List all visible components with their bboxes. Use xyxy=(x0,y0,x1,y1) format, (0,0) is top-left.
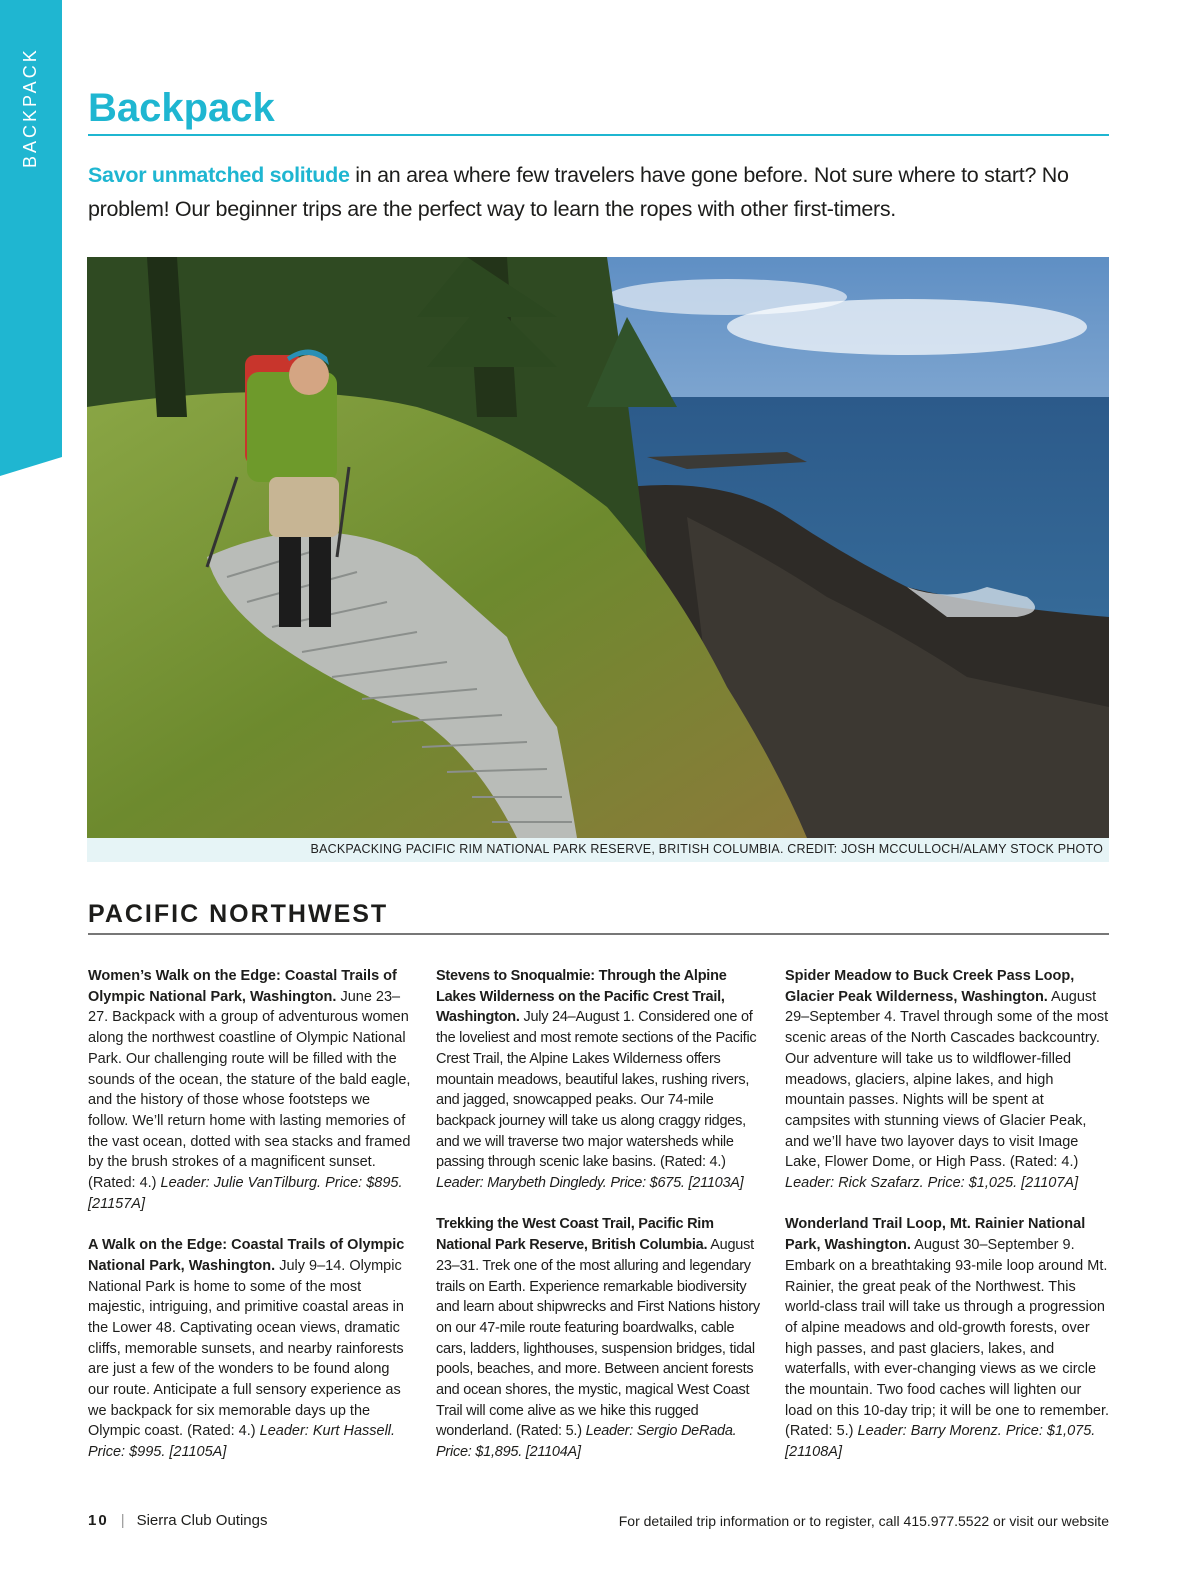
publication-name: Sierra Club Outings xyxy=(136,1512,268,1529)
section-title: PACIFIC NORTHWEST xyxy=(88,900,389,928)
intro-paragraph xyxy=(88,158,1118,226)
intro-text: in an area where few travelers have gone before. Not sure where to start? No problem! Our beginner trips are the perfect way to learn the ropes with other first-timers. xyxy=(88,163,1069,221)
page-number: 10 xyxy=(88,1512,109,1529)
footer-contact: For detailed trip information or to register, call 415.977.5522 or visit our website xyxy=(618,1513,1109,1529)
trip-listing xyxy=(436,1214,762,1462)
trip-title: Stevens to Snoqualmie: Through the Alpine Lakes Wilderness on the Pacific Crest Trail, Washington. xyxy=(436,968,727,1026)
trip-description: June 23–27. Backpack with a group of adventurous women along the northwest coastline of Olympic National Park. Our challenging route will be filled with the sounds of the ocean, the stature of the bald eagle, and the history of those whose footsteps we follow. We’ll return home with lasting memories of the vast ocean, dotted with sea stacks and framed by the brush strokes of a magnificent sunset. (Rated: 4.) xyxy=(88,988,411,1192)
trip-description: August 29–September 4. Travel through some of the most scenic areas of the North Cascades backcountry. Our adventure will take us to wildflower-filled meadows, glaciers, alpine lakes, and high mountain passes. Nights will be spent at campsites with stunning views of Glacier Peak, and we’ll have two layover days to visit Image Lake, Flower Dome, or High Pass. (Rated: 4.) xyxy=(785,988,1109,1171)
title-divider xyxy=(88,134,1109,136)
intro-lead: Savor unmatched solitude xyxy=(88,163,350,187)
column-2 xyxy=(436,966,762,1484)
trip-leader-price: Leader: Marybeth Dingledy. Price: $675. [21103A] xyxy=(436,1175,744,1192)
trip-listing xyxy=(88,966,412,1214)
trip-title: Women’s Walk on the Edge: Coastal Trails of Olympic National Park, Washington. xyxy=(88,968,397,1005)
hiker-boardwalk-illustration xyxy=(87,257,1109,838)
trip-listing xyxy=(785,966,1109,1194)
trip-listing xyxy=(436,966,762,1194)
trip-description: August 30–September 9. Embark on a breathtaking 93-mile loop around Mt. Rainier, the great peak of the Northwest. This world-class trail will take us through a progression of alpine meadows and old-growth forests, over high passes, and past glaciers, lakes, and waterfalls, with ever-changing views as we circle the mountain. Two food caches will lighten our load on this 10-day trip; it will be one to remember. (Rated: 5.) xyxy=(785,1237,1109,1440)
section-divider xyxy=(88,933,1109,935)
side-tab-label: BACKPACK xyxy=(20,47,40,168)
trip-description: July 24–August 1. Considered one of the loveliest and most remote sections of the Pacific Crest Trail, the Alpine Lakes Wilderness offers mountain meadows, beautiful lakes, rushing rivers, and jagged, snowcapped peaks. Our 74-mile backpack journey will take us along craggy ridges, and we will traverse two major watersheds while passing through scenic lake basins. (Rated: 4.) xyxy=(436,1009,757,1171)
column-1 xyxy=(88,966,412,1484)
hero-photo xyxy=(87,257,1109,838)
trip-leader-price: Leader: Julie VanTilburg. Price: $895. [21157A] xyxy=(88,1175,403,1212)
footer-folio xyxy=(88,1512,268,1529)
trip-leader-price: Leader: Barry Morenz. Price: $1,075. [21108A] xyxy=(785,1423,1096,1461)
trip-leader-price: Leader: Sergio DeRada. Price: $1,895. [21104A] xyxy=(436,1423,737,1461)
footer-separator: | xyxy=(120,1512,125,1529)
trip-leader-price: Leader: Rick Szafarz. Price: $1,025. [21107A] xyxy=(785,1175,1079,1192)
trip-description: August 23–31. Trek one of the most alluring and legendary trails on Earth. Experience remarkable biodiversity and learn about shipwrecks and First Nations history on our 47-mile route featuring boardwalks, cable cars, ladders, lighthouses, suspension bridges, tidal pools, beaches, and more. Between ancient forests and ocean shores, the mystic, magical West Coast Trail will come alive as we hike this rugged wonderland. (Rated: 5.) xyxy=(436,1237,760,1440)
trip-title: Spider Meadow to Buck Creek Pass Loop, Glacier Peak Wilderness, Washington. xyxy=(785,968,1075,1005)
page-title: Backpack xyxy=(88,86,275,130)
column-3 xyxy=(785,966,1109,1484)
trip-listing xyxy=(785,1214,1109,1462)
trip-description: July 9–14. Olympic National Park is home to some of the most majestic, intriguing, and primitive coastal areas in the Lower 48. Captivating ocean views, dramatic cliffs, memorable sunsets, and nearby rainforests are just a few of the wonders to be found along our route. Anticipate a full sensory experience as we backpack for six memorable days up the Olympic coast. (Rated: 4.) xyxy=(88,1257,404,1440)
trip-title: Trekking the West Coast Trail, Pacific Rim National Park Reserve, British Columbia. xyxy=(436,1216,714,1254)
photo-caption-bar xyxy=(87,838,1109,862)
trip-title: Wonderland Trail Loop, Mt. Rainier National Park, Washington. xyxy=(785,1216,1086,1254)
trip-title: A Walk on the Edge: Coastal Trails of Olympic National Park, Washington. xyxy=(88,1237,405,1274)
trip-leader-price: Leader: Kurt Hassell. Price: $995. [21105A] xyxy=(88,1423,396,1461)
trip-listing xyxy=(88,1235,412,1463)
photo-caption: BACKPACKING PACIFIC RIM NATIONAL PARK RESERVE, BRITISH COLUMBIA. CREDIT: JOSH MCCULLOCH/ALAMY STOCK PHOTO xyxy=(310,842,1103,856)
